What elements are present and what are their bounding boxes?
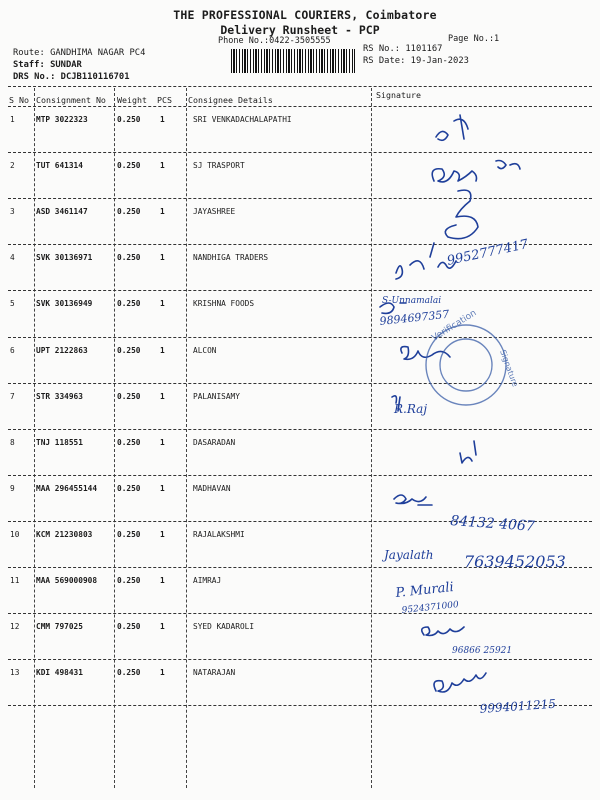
col-header-signature: Signature bbox=[376, 90, 421, 100]
col-header-consignee: Consignee Details bbox=[188, 95, 273, 105]
row-consignment-no: MAA 569000908 bbox=[36, 576, 98, 585]
rs-date: RS Date: 19-Jan-2023 bbox=[363, 56, 469, 66]
signature-12 bbox=[422, 627, 464, 636]
signature-4-phone: 9952777417 bbox=[445, 237, 530, 269]
col-header-sno: S No bbox=[9, 95, 29, 105]
row-sno: 5 bbox=[10, 299, 15, 309]
row-consignee: JAYASHREE bbox=[193, 207, 236, 217]
row-weight: 0.250 bbox=[117, 576, 141, 585]
row-consignment-no: ASD 3461147 bbox=[36, 207, 88, 217]
row-sno: 7 bbox=[10, 391, 15, 401]
drs-number-label: DRS No.: bbox=[13, 72, 56, 82]
row-consignment-no: STR 334963 bbox=[36, 391, 83, 401]
row-pcs: 1 bbox=[160, 207, 165, 217]
row-consignee: MADHAVAN bbox=[193, 483, 231, 493]
column-divider bbox=[186, 88, 187, 788]
signature-1 bbox=[436, 115, 468, 140]
col-header-consignment: Consignment No bbox=[36, 95, 106, 105]
row-pcs: 1 bbox=[160, 115, 165, 124]
stamp-text-side: Signature bbox=[498, 348, 520, 388]
row-weight: 0.250 bbox=[117, 345, 141, 355]
row-pcs: 1 bbox=[160, 622, 165, 632]
signature-7-name: R.Raj bbox=[394, 402, 428, 416]
phone-number: Phone No.:0422-3505555 bbox=[218, 36, 331, 46]
row-consignment-no: UPT 2122863 bbox=[36, 345, 88, 355]
company-title: THE PROFESSIONAL COURIERS, Coimbatore bbox=[173, 8, 437, 22]
rs-number: RS No.: 1101167 bbox=[363, 44, 443, 54]
row-consignee: SJ TRASPORT bbox=[193, 161, 245, 171]
row-consignee: RAJALAKSHMI bbox=[193, 529, 245, 539]
row-sno: 6 bbox=[10, 345, 15, 355]
row-sno: 3 bbox=[10, 207, 15, 217]
row-consignee: PALANISAMY bbox=[193, 391, 240, 401]
row-sno: 2 bbox=[10, 161, 15, 171]
signature-10-phone: 7639452053 bbox=[464, 552, 566, 571]
row-weight: 0.250 bbox=[117, 253, 141, 263]
signature-5-phone: 9894697357 bbox=[378, 307, 450, 328]
row-consignee: NANDHIGA TRADERS bbox=[193, 253, 269, 263]
page-number: Page No.:1 bbox=[448, 34, 500, 44]
row-weight: 0.250 bbox=[117, 391, 141, 401]
row-consignee: NATARAJAN bbox=[193, 668, 236, 678]
signature-9-phone: 84132 4067 bbox=[449, 513, 536, 535]
row-consignment-no: SVK 30136971 bbox=[36, 253, 93, 263]
runsheet-title: Delivery Runsheet - PCP bbox=[220, 23, 380, 37]
row-consignment-no: SVK 30136949 bbox=[36, 299, 93, 309]
row-consignment-no: KCM 21230803 bbox=[36, 529, 93, 539]
row-consignee: SYED KADAROLI bbox=[193, 622, 255, 632]
col-header-weight: Weight bbox=[117, 95, 147, 105]
signature-13-phone: 9994011215 bbox=[479, 696, 557, 716]
row-sno: 13 bbox=[10, 668, 20, 678]
row-weight: 0.250 bbox=[117, 437, 141, 447]
route-label: Route: GANDHIMA NAGAR PC4 bbox=[13, 48, 146, 58]
row-sno: 11 bbox=[10, 576, 20, 585]
signature-13 bbox=[434, 673, 486, 692]
row-weight: 0.250 bbox=[117, 299, 141, 309]
row-consignee: ALCON bbox=[193, 345, 217, 355]
row-sno: 1 bbox=[10, 115, 15, 124]
row-pcs: 1 bbox=[160, 253, 165, 263]
row-weight: 0.250 bbox=[117, 622, 141, 632]
row-weight: 0.250 bbox=[117, 115, 141, 124]
row-weight: 0.250 bbox=[117, 161, 141, 171]
row-consignment-no: CMM 797025 bbox=[36, 622, 83, 632]
signature-11-name: P. Murali bbox=[394, 579, 455, 601]
staff-label: Staff: SUNDAR bbox=[13, 60, 82, 70]
row-sno: 10 bbox=[10, 529, 20, 539]
row-consignee: AIMRAJ bbox=[193, 576, 222, 585]
row-consignment-no: MAA 296455144 bbox=[36, 483, 98, 493]
row-consignee: KRISHNA FOODS bbox=[193, 299, 255, 309]
signature-3 bbox=[445, 190, 478, 239]
row-sno: 4 bbox=[10, 253, 15, 263]
row-pcs: 1 bbox=[160, 437, 165, 447]
row-weight: 0.250 bbox=[117, 483, 141, 493]
row-sno: 12 bbox=[10, 622, 20, 632]
row-weight: 0.250 bbox=[117, 529, 141, 539]
row-pcs: 1 bbox=[160, 161, 165, 171]
row-pcs: 1 bbox=[160, 576, 165, 585]
signature-2 bbox=[432, 161, 520, 182]
signature-10-name: Jayalath bbox=[384, 548, 434, 562]
signature-8 bbox=[460, 441, 476, 463]
table-top-rule bbox=[8, 86, 592, 87]
signature-11-phone: 9524371000 bbox=[401, 600, 460, 616]
signature-5-name: S-Unnamalai bbox=[382, 296, 442, 306]
row-pcs: 1 bbox=[160, 668, 165, 678]
row-sno: 9 bbox=[10, 483, 15, 493]
row-consignment-no: KDI 498431 bbox=[36, 668, 83, 678]
row-consignee: SRI VENKADACHALAPATHI bbox=[193, 115, 292, 124]
row-consignment-no: MTP 3022323 bbox=[36, 115, 88, 124]
drs-number-value: DCJB110116701 bbox=[60, 72, 130, 82]
barcode bbox=[231, 49, 355, 73]
row-weight: 0.250 bbox=[117, 207, 141, 217]
row-pcs: 1 bbox=[160, 529, 165, 539]
row-pcs: 1 bbox=[160, 345, 165, 355]
drs-number bbox=[13, 72, 130, 82]
row-pcs: 1 bbox=[160, 391, 165, 401]
signature-column bbox=[372, 107, 600, 800]
row-consignment-no: TNJ 118551 bbox=[36, 437, 83, 447]
row-consignment-no: TUT 641314 bbox=[36, 161, 83, 171]
column-divider bbox=[34, 88, 35, 788]
row-pcs: 1 bbox=[160, 483, 165, 493]
signature-9 bbox=[394, 495, 432, 505]
stamp-text-top: Verification bbox=[430, 308, 479, 344]
row-pcs: 1 bbox=[160, 299, 165, 309]
row-weight: 0.250 bbox=[117, 668, 141, 678]
signature-12-phone: 96866 25921 bbox=[452, 646, 513, 656]
column-divider bbox=[114, 88, 115, 788]
row-consignee: DASARADAN bbox=[193, 437, 236, 447]
row-sno: 8 bbox=[10, 437, 15, 447]
col-header-pcs: PCS bbox=[157, 95, 172, 105]
